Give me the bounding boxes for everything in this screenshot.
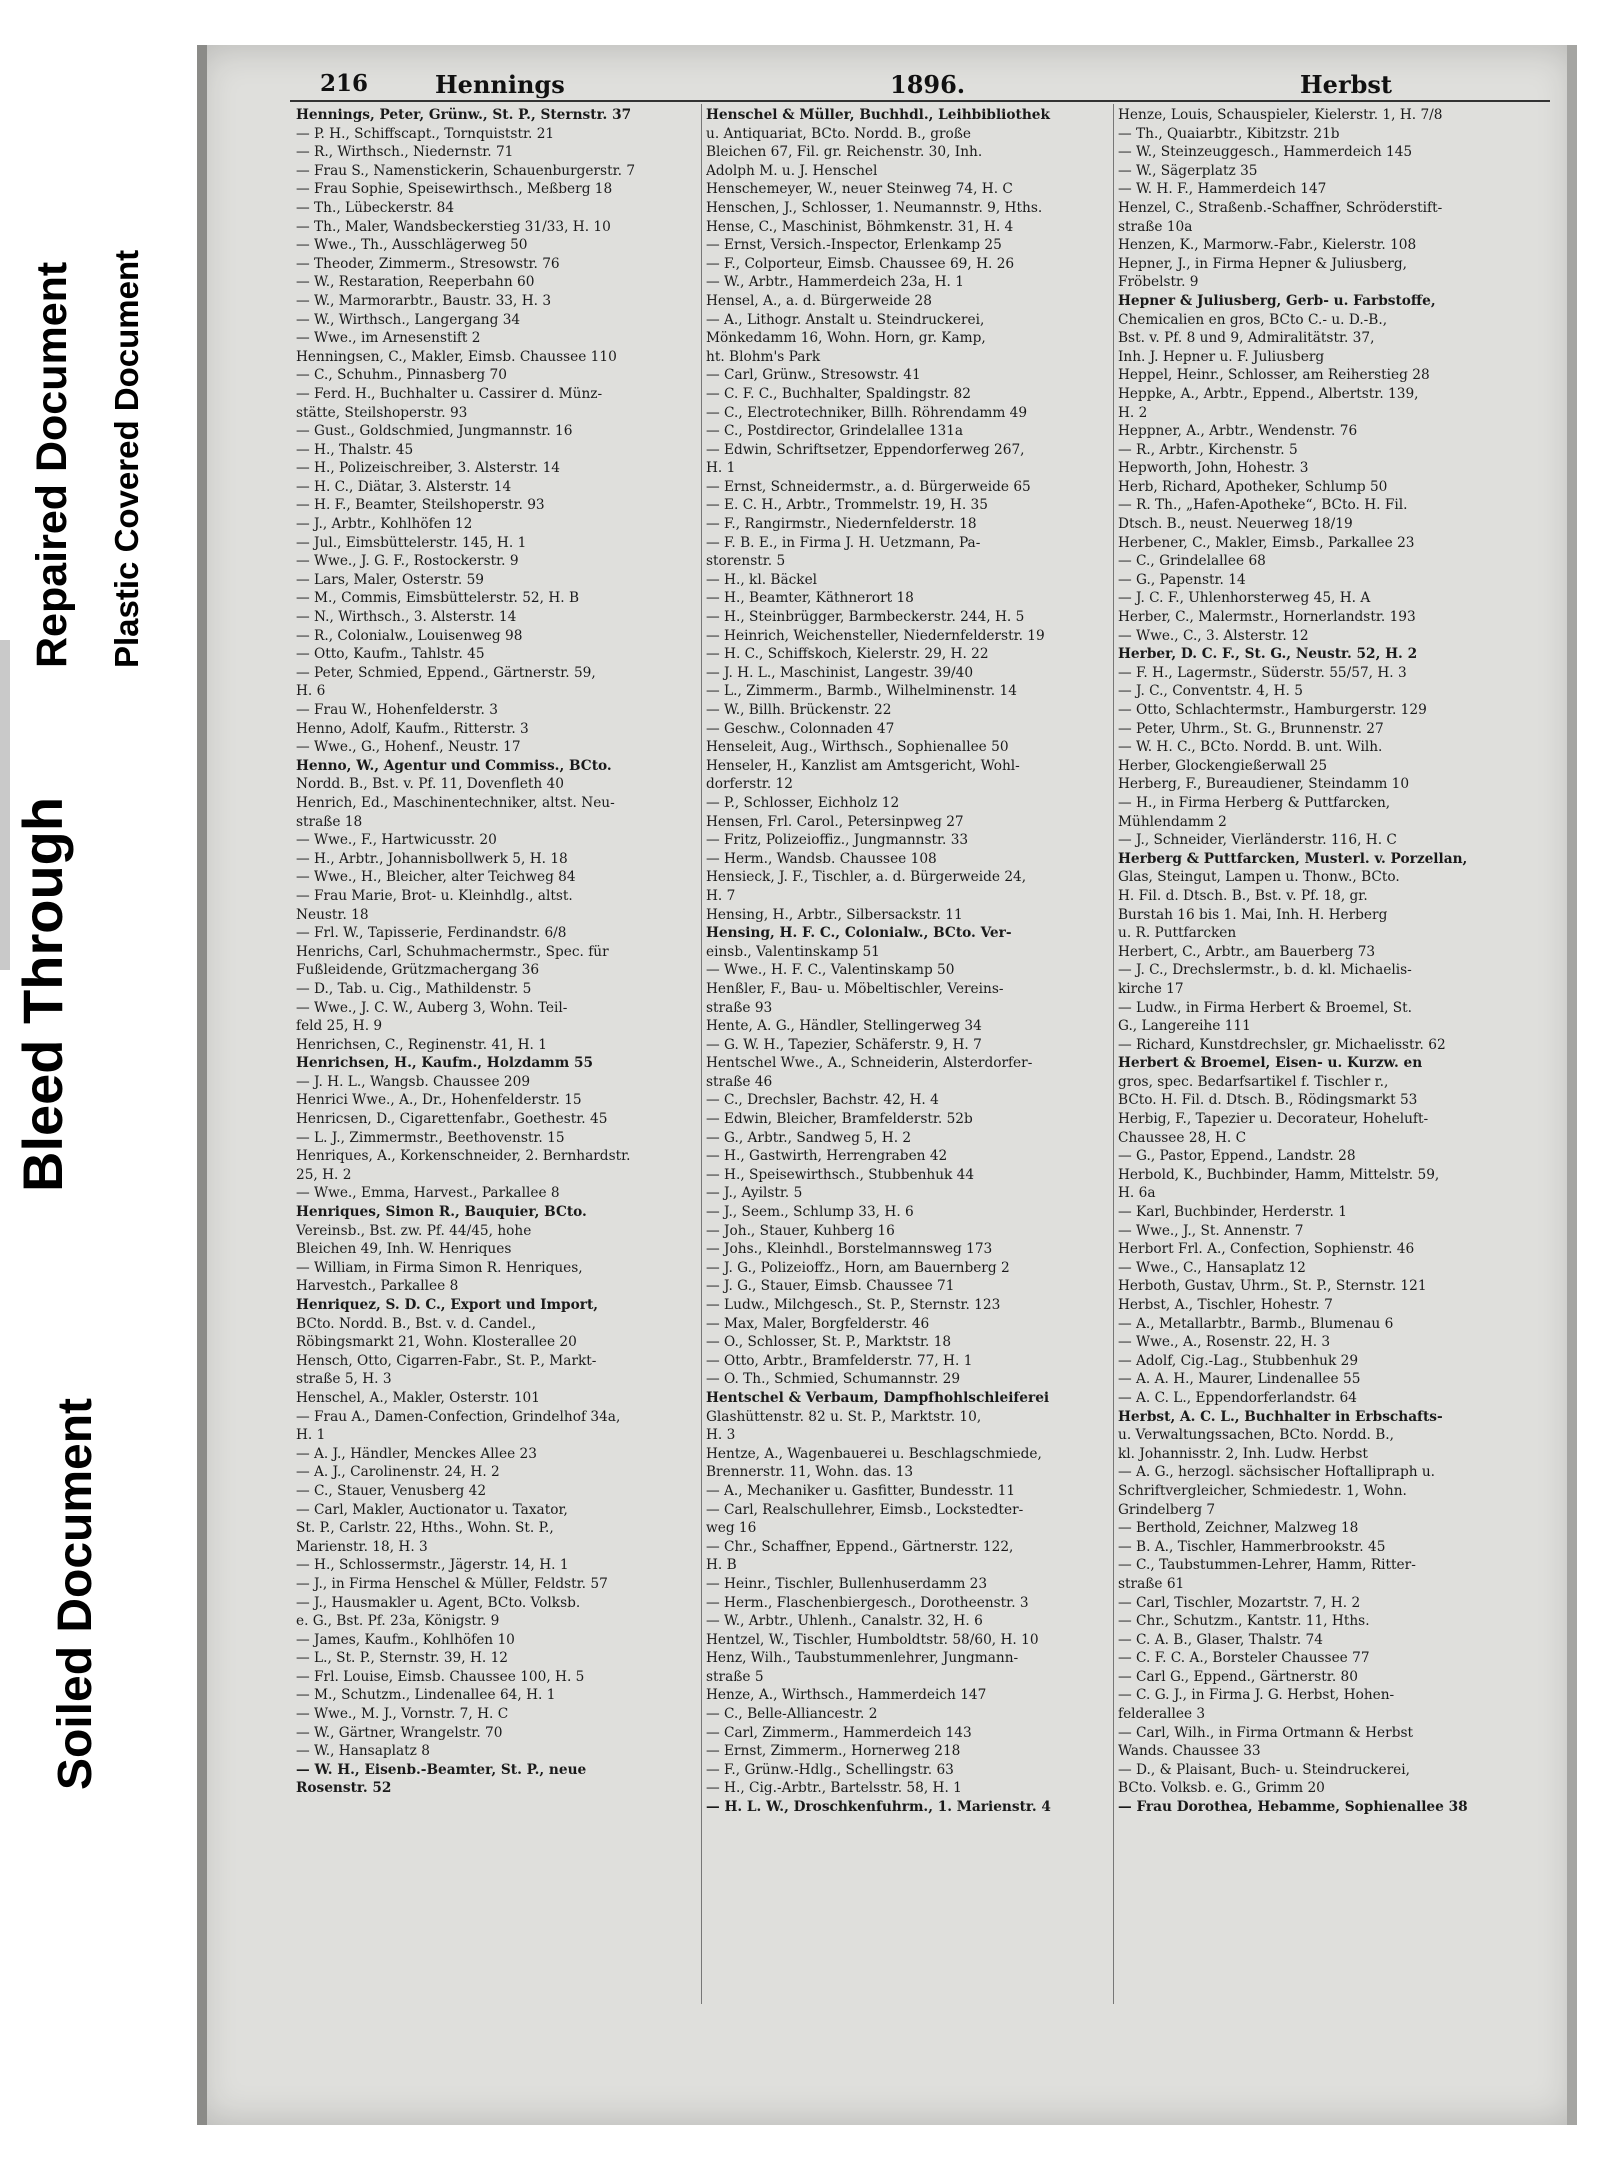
directory-entry: H. 3 (706, 1427, 736, 1444)
directory-entry: — Otto, Schlachtermstr., Hamburgerstr. 129 (1118, 702, 1427, 718)
directory-entry: straße 5 (706, 1668, 764, 1685)
header-rule (290, 100, 1550, 102)
directory-entry: — Wwe., G., Hohenf., Neustr. 17 (296, 739, 521, 756)
directory-entry: — Edwin, Bleicher, Bramfelderstr. 52b (706, 1111, 973, 1128)
directory-entry: — H., Speisewirthsch., Stubbenhuk 44 (706, 1166, 975, 1183)
directory-entry: Glas, Steingut, Lampen u. Thonw., BCto. (1118, 869, 1400, 886)
directory-entry: — Wwe., im Arnesenstift 2 (296, 330, 481, 347)
directory-entry: Henzel, C., Straßenb.-Schaffner, Schröderstift- (1118, 199, 1443, 216)
directory-entry: Rosenstr. 52 (296, 1780, 392, 1797)
directory-entry: — A., Mechaniker u. Gasfitter, Bundesstr. 11 (706, 1482, 1016, 1499)
directory-entry: straße 61 (1118, 1575, 1185, 1592)
directory-entry: — C. F. C. A., Borsteler Chaussee 77 (1118, 1650, 1370, 1667)
directory-entry: BCto. Nordd. B., Bst. v. d. Candel., (296, 1315, 537, 1332)
directory-entry: BCto. Volksb. e. G., Grimm 20 (1118, 1780, 1325, 1797)
directory-entry: — C., Grindelallee 68 (1118, 553, 1266, 570)
directory-entry: — Frau Dorothea, Hebamme, Sophienallee 38 (1118, 1799, 1468, 1816)
directory-entry: — Ernst, Zimmerm., Hornerweg 218 (706, 1743, 961, 1760)
directory-entry: Herbst, A. C. L., Buchhalter in Erbschafts- (1118, 1408, 1443, 1425)
directory-entry: Hentze, A., Wagenbauerei u. Beschlagschmiede, (706, 1445, 1042, 1462)
directory-entry: — Wwe., M. J., Vornstr. 7, H. C (296, 1706, 509, 1723)
directory-entry: Herbort Frl. A., Confection, Sophienstr. 46 (1118, 1241, 1415, 1258)
directory-entry: — J., Arbtr., Kohlhöfen 12 (296, 516, 473, 533)
directory-entry: — Otto, Kaufm., Tahlstr. 45 (296, 646, 485, 663)
directory-entry: — Theoder, Zimmerm., Stresowstr. 76 (296, 255, 560, 272)
directory-entry: — Carl, Tischler, Mozartstr. 7, H. 2 (1118, 1594, 1361, 1611)
directory-entry: — Otto, Arbtr., Bramfelderstr. 77, H. 1 (706, 1352, 973, 1369)
directory-entry: Hensel, A., a. d. Bürgerweide 28 (706, 292, 932, 309)
directory-entry: Adolph M. u. J. Henschel (706, 162, 878, 179)
directory-entry: — J., in Firma Henschel & Müller, Feldstr. 57 (296, 1575, 608, 1592)
directory-entry: Hensing, H. F. C., Colonialw., BCto. Ver- (706, 925, 1012, 942)
directory-entry: — J., Schneider, Vierländerstr. 116, H. C (1118, 832, 1397, 849)
directory-entry: Henningsen, C., Makler, Eimsb. Chaussee 110 (296, 348, 617, 365)
directory-entry: — Ludw., Milchgesch., St. P., Sternstr. 123 (706, 1297, 1001, 1313)
directory-entry: Henschen, J., Schlosser, 1. Neumannstr. 9, Hths. (706, 199, 1043, 216)
directory-entry: — H. C., Diätar, 3. Alsterstr. 14 (296, 478, 512, 495)
directory-entry: — C., Taubstummen-Lehrer, Hamm, Ritter- (1118, 1557, 1416, 1574)
directory-entry: — J. C., Conventstr. 4, H. 5 (1118, 683, 1303, 700)
label-strip-accent (0, 640, 10, 970)
directory-entry: kirche 17 (1118, 980, 1184, 997)
directory-entry: — J. H. L., Wangsb. Chaussee 209 (296, 1073, 531, 1090)
directory-entry: — F., Colporteur, Eimsb. Chaussee 69, H. 26 (706, 255, 1015, 272)
directory-entry: — R. Th., „Hafen-Apotheke“, BCto. H. Fil. (1118, 497, 1408, 514)
directory-entry: — Peter, Schmied, Eppend., Gärtnerstr. 59, (296, 664, 596, 681)
directory-entry: — D., & Plaisant, Buch- u. Steindruckerei, (1118, 1761, 1411, 1778)
directory-entry: straße 93 (706, 999, 773, 1016)
directory-entry: Henriquez, S. D. C., Export und Import, (296, 1297, 599, 1313)
directory-entry: — L. J., Zimmermstr., Beethovenstr. 15 (296, 1129, 565, 1146)
directory-entry: Grindelberg 7 (1118, 1501, 1216, 1518)
directory-entry: — C. A. B., Glaser, Thalstr. 74 (1118, 1631, 1323, 1648)
directory-entry: Heppke, A., Arbtr., Eppend., Albertstr. 139, (1118, 385, 1419, 402)
directory-entry: — Wwe., F., Hartwicusstr. 20 (296, 832, 497, 849)
directory-entry: Neustr. 18 (296, 906, 369, 923)
label-bleed-through: Bleed Through (11, 796, 74, 1192)
directory-entry: — Wwe., A., Rosenstr. 22, H. 3 (1118, 1334, 1331, 1351)
directory-entry: Herber, D. C. F., St. G., Neustr. 52, H. 2 (1118, 646, 1418, 663)
directory-entry: — J. G., Polizeioffz., Horn, am Bauernberg 2 (706, 1259, 1010, 1276)
directory-entry: — Th., Maler, Wandsbeckerstieg 31/33, H. 10 (296, 218, 611, 235)
directory-entry: — A. C. L., Eppendorferlandstr. 64 (1118, 1389, 1357, 1406)
directory-entry: — C. F. C., Buchhalter, Spaldingstr. 82 (706, 385, 971, 402)
directory-entry: BCto. H. Fil. d. Dtsch. B., Rödingsmarkt 53 (1118, 1092, 1418, 1109)
directory-entry: Henschemeyer, W., neuer Steinweg 74, H. C (706, 181, 1013, 198)
directory-entry: Herberg, F., Bureaudiener, Steindamm 10 (1118, 776, 1410, 793)
directory-entry: einsb., Valentinskamp 51 (706, 943, 880, 960)
directory-entry: Henßler, F., Bau- u. Möbeltischler, Vereins- (706, 980, 1004, 997)
directory-entry: — L., Zimmerm., Barmb., Wilhelminenstr. 14 (706, 683, 1017, 700)
directory-entry: Hente, A. G., Händler, Stellingerweg 34 (706, 1018, 982, 1035)
label-strip (0, 0, 196, 2177)
directory-entry: — A. J., Händler, Menckes Allee 23 (296, 1445, 537, 1462)
directory-entry: — D., Tab. u. Cig., Mathildenstr. 5 (296, 980, 532, 997)
directory-entry: Bleichen 67, Fil. gr. Reichenstr. 30, Inh. (706, 144, 983, 161)
directory-entry: Fröbelstr. 9 (1118, 274, 1199, 291)
directory-entry: — Karl, Buchbinder, Herderstr. 1 (1118, 1204, 1347, 1221)
directory-entry: — J., Seem., Schlump 33, H. 6 (706, 1204, 914, 1221)
directory-entry: — J. C. F., Uhlenhorsterweg 45, H. A (1118, 590, 1371, 607)
directory-entry: — Richard, Kunstdrechsler, gr. Michaelisstr. 62 (1118, 1036, 1446, 1053)
directory-entry: u. Antiquariat, BCto. Nordd. B., große (706, 125, 971, 142)
directory-entry: — W., Steinzeuggesch., Hammerdeich 145 (1118, 144, 1413, 161)
directory-entry: Henrichs, Carl, Schuhmachermstr., Spec. für (296, 943, 609, 960)
directory-entry: G., Langereihe 111 (1118, 1018, 1251, 1035)
directory-entry: — Frau W., Hohenfelderstr. 3 (296, 702, 498, 718)
directory-entry: — A., Lithogr. Anstalt u. Steindruckerei, (706, 311, 985, 328)
directory-entry: — J. C., Drechslermstr., b. d. kl. Michaelis- (1118, 962, 1412, 979)
directory-entry: straße 5, H. 3 (296, 1371, 392, 1388)
directory-entry: Henrich, Ed., Maschinentechniker, altst. Neu- (296, 794, 615, 811)
label-plastic-covered-document: Plastic Covered Document (108, 249, 145, 668)
directory-entry: — Th., Lübeckerstr. 84 (296, 199, 455, 216)
directory-entry: — Carl, Realschullehrer, Eimsb., Lockstedter- (706, 1501, 1024, 1518)
directory-entry: H. 1 (706, 460, 736, 477)
directory-entry: weg 16 (706, 1520, 757, 1537)
directory-entry: Hennings, Peter, Grünw., St. P., Sternstr. 37 (296, 107, 632, 123)
directory-entry: Henseler, H., Kanzlist am Amtsgericht, Wohl- (706, 757, 1020, 774)
directory-entry: kl. Johannisstr. 2, Inh. Ludw. Herbst (1118, 1445, 1368, 1462)
directory-entry: — P., Schlosser, Eichholz 12 (706, 794, 900, 811)
directory-entry: — Max, Maler, Borgfelderstr. 46 (706, 1315, 930, 1332)
directory-entry: — W. H., Eisenb.-Beamter, St. P., neue (296, 1761, 587, 1778)
directory-entry: Schriftvergleicher, Schmiedestr. 1, Wohn. (1118, 1482, 1407, 1499)
directory-entry: — Gust., Goldschmied, Jungmannstr. 16 (296, 423, 573, 440)
directory-entry: Marienstr. 18, H. 3 (296, 1538, 428, 1555)
directory-entry: — Ludw., in Firma Herbert & Broemel, St. (1118, 999, 1412, 1016)
directory-entry: — Heinr., Tischler, Bullenhuserdamm 23 (706, 1575, 988, 1592)
label-soiled-document: Soiled Document (49, 1397, 102, 1790)
directory-entry: — G. W. H., Tapezier, Schäferstr. 9, H. 7 (706, 1036, 982, 1053)
directory-entry: Dtsch. B., neust. Neuerweg 18/19 (1118, 516, 1353, 533)
column-separator-1 (701, 104, 702, 2004)
directory-entry: Herbig, F., Tapezier u. Decorateur, Hoheluft- (1118, 1111, 1429, 1128)
directory-entry: — F. H., Lagermstr., Süderstr. 55/57, H. 3 (1118, 664, 1407, 681)
directory-entry: — H. F., Beamter, Steilshoperstr. 93 (296, 497, 545, 514)
page-edge-left (197, 45, 207, 2125)
directory-entry: Hense, C., Maschinist, Böhmkenstr. 31, H. 4 (706, 218, 1014, 235)
directory-entry: — Wwe., J. G. F., Rostockerstr. 9 (296, 553, 519, 570)
directory-entry: — F., Grünw.-Hdlg., Schellingstr. 63 (706, 1761, 954, 1778)
directory-entry: Henricsen, D., Cigarettenfabr., Goethestr. 45 (296, 1111, 608, 1128)
directory-entry: — Frau A., Damen-Confection, Grindelhof 34a, (296, 1408, 621, 1425)
directory-entry: — O., Schlosser, St. P., Marktstr. 18 (706, 1334, 952, 1351)
directory-entry: — W., Restaration, Reeperbahn 60 (296, 274, 535, 291)
directory-entry: Herboth, Gustav, Uhrm., St. P., Sternstr. 121 (1118, 1278, 1427, 1295)
directory-entry: — C., Electrotechniker, Billh. Röhrendamm 49 (706, 404, 1028, 421)
directory-entry: Herbst, A., Tischler, Hohestr. 7 (1118, 1297, 1333, 1313)
directory-column-3 (1118, 106, 1530, 1817)
directory-entry: Henrichsen, H., Kaufm., Holzdamm 55 (296, 1055, 594, 1072)
directory-entry: Bleichen 49, Inh. W. Henriques (296, 1241, 512, 1258)
page-number: 216 (320, 70, 369, 97)
directory-entry: Herbert & Broemel, Eisen- u. Kurzw. en (1118, 1055, 1423, 1072)
directory-entry: — W., Wirthsch., Langergang 34 (296, 311, 521, 328)
directory-entry: Hentschel & Verbaum, Dampfhohlschleiferei (706, 1389, 1050, 1406)
directory-entry: Henno, Adolf, Kaufm., Ritterstr. 3 (296, 720, 529, 737)
directory-entry: Herbert, C., Arbtr., am Bauerberg 73 (1118, 943, 1376, 960)
directory-entry: — Wwe., H. F. C., Valentinskamp 50 (706, 962, 955, 979)
directory-entry: — H., Arbtr., Johannisbollwerk 5, H. 18 (296, 850, 568, 867)
directory-entry: — G., Papenstr. 14 (1118, 571, 1246, 588)
directory-entry: H. 1 (296, 1427, 326, 1444)
directory-entry: — Jul., Eimsbüttelerstr. 145, H. 1 (296, 534, 527, 551)
directory-entry: — C., Schuhm., Pinnasberg 70 (296, 367, 507, 384)
directory-entry: — Ferd. H., Buchhalter u. Cassirer d. Münz- (296, 385, 603, 402)
directory-entry: straße 10a (1118, 218, 1193, 235)
directory-entry: Chemicalien en gros, BCto C.- u. D.-B., (1118, 311, 1388, 328)
directory-entry: Brennerstr. 11, Wohn. das. 13 (706, 1464, 914, 1481)
directory-entry: — Wwe., Th., Ausschlägerweg 50 (296, 237, 528, 254)
directory-entry: — C., Postdirector, Grindelallee 131a (706, 423, 964, 440)
directory-entry: — C. G. J., in Firma J. G. Herbst, Hohen- (1118, 1687, 1395, 1704)
directory-entry: Henriques, Simon R., Bauquier, BCto. (296, 1204, 587, 1221)
directory-entry: Vereinsb., Bst. zw. Pf. 44/45, hohe (296, 1222, 532, 1239)
directory-entry: u. R. Puttfarcken (1118, 925, 1237, 942)
directory-entry: Bst. v. Pf. 8 und 9, Admiralitätstr. 37, (1118, 330, 1375, 347)
directory-entry: — A., Metallarbtr., Barmb., Blumenau 6 (1118, 1315, 1394, 1332)
directory-entry: — W., Arbtr., Uhlenh., Canalstr. 32, H. 6 (706, 1613, 983, 1630)
directory-entry: — R., Colonialw., Louisenweg 98 (296, 627, 523, 644)
directory-entry: — Wwe., J., St. Annenstr. 7 (1118, 1222, 1304, 1239)
directory-entry: — Wwe., H., Bleicher, alter Teichweg 84 (296, 869, 576, 886)
directory-entry: — Wwe., J. C. W., Auberg 3, Wohn. Teil- (296, 999, 568, 1016)
directory-entry: — W., Hansaplatz 8 (296, 1743, 430, 1760)
directory-entry: — H., Beamter, Käthnerort 18 (706, 590, 914, 607)
directory-entry: — C., Stauer, Venusberg 42 (296, 1482, 487, 1499)
directory-entry: — C., Belle-Alliancestr. 2 (706, 1706, 878, 1723)
directory-entry: Henrichsen, C., Reginenstr. 41, H. 1 (296, 1036, 547, 1053)
directory-entry: — Carl, Makler, Auctionator u. Taxator, (296, 1501, 568, 1518)
directory-entry: Herbener, C., Makler, Eimsb., Parkallee 23 (1118, 534, 1415, 551)
year-heading: 1896. (890, 70, 966, 99)
directory-entry: gros, spec. Bedarfsartikel f. Tischler r., (1118, 1073, 1389, 1090)
directory-entry: — Carl G., Eppend., Gärtnerstr. 80 (1118, 1668, 1358, 1685)
directory-entry: H. 2 (1118, 404, 1148, 421)
directory-entry: — H., Steinbrügger, Barmbeckerstr. 244, H. 5 (706, 609, 1025, 626)
directory-entry: Henno, W., Agentur und Commiss., BCto. (296, 757, 612, 774)
directory-entry: — R., Wirthsch., Niedernstr. 71 (296, 144, 514, 161)
directory-entry: — Frau Marie, Brot- u. Kleinhdlg., altst. (296, 887, 573, 904)
directory-entry: — P. H., Schiffscapt., Tornquiststr. 21 (296, 125, 555, 142)
directory-entry: — H., in Firma Herberg & Puttfarcken, (1118, 794, 1391, 811)
directory-entry: Hepner & Juliusberg, Gerb- u. Farbstoffe, (1118, 292, 1436, 309)
directory-entry: Henriques, A., Korkenschneider, 2. Bernhardstr. (296, 1148, 631, 1165)
directory-entry: Fußleidende, Grützmachergang 36 (296, 962, 540, 979)
directory-entry: Hensch, Otto, Cigarren-Fabr., St. P., Markt- (296, 1352, 597, 1369)
directory-entry: — Lars, Maler, Osterstr. 59 (296, 571, 485, 588)
directory-entry: — F. B. E., in Firma J. H. Uetzmann, Pa- (706, 534, 981, 551)
directory-entry: — W., Sägerplatz 35 (1118, 162, 1258, 179)
directory-entry: — W., Gärtner, Wrangelstr. 70 (296, 1724, 503, 1741)
directory-entry: Hentzel, W., Tischler, Humboldtstr. 58/60, H. 10 (706, 1631, 1039, 1648)
directory-entry: — H. C., Schiffskoch, Kielerstr. 29, H. 22 (706, 646, 989, 663)
directory-entry: — Ernst, Schneidermstr., a. d. Bürgerweide 65 (706, 478, 1031, 495)
directory-entry: Heppel, Heinr., Schlosser, am Reiherstieg 28 (1118, 367, 1430, 384)
directory-entry: — Th., Quaiarbtr., Kibitzstr. 21b (1118, 125, 1340, 142)
directory-entry: — H., Cig.-Arbtr., Bartelsstr. 58, H. 1 (706, 1780, 962, 1797)
directory-entry: — J. H. L., Maschinist, Langestr. 39/40 (706, 664, 974, 681)
directory-entry: — Herm., Wandsb. Chaussee 108 (706, 850, 937, 867)
directory-entry: Heppner, A., Arbtr., Wendenstr. 76 (1118, 423, 1358, 440)
directory-entry: Nordd. B., Bst. v. Pf. 11, Dovenfleth 40 (296, 776, 564, 793)
directory-entry: Henze, A., Wirthsch., Hammerdeich 147 (706, 1687, 987, 1704)
directory-entry: Glashüttenstr. 82 u. St. P., Marktstr. 10, (706, 1408, 982, 1425)
directory-entry: Hepworth, John, Hohestr. 3 (1118, 460, 1309, 477)
directory-entry: — H., Polizeischreiber, 3. Alsterstr. 14 (296, 460, 561, 477)
directory-entry: — Wwe., C., 3. Alsterstr. 12 (1118, 627, 1309, 644)
directory-entry: — H., Schlossermstr., Jägerstr. 14, H. 1 (296, 1557, 569, 1574)
directory-entry: e. G., Bst. Pf. 23a, Königstr. 9 (296, 1613, 500, 1630)
directory-entry: — Carl, Grünw., Stresowstr. 41 (706, 367, 921, 384)
directory-entry: — Frau S., Namenstickerin, Schauenburgerstr. 7 (296, 162, 636, 179)
directory-entry: — James, Kaufm., Kohlhöfen 10 (296, 1631, 515, 1648)
directory-entry: Hensieck, J. F., Tischler, a. d. Bürgerweide 24, (706, 869, 1027, 886)
directory-entry: — G., Arbtr., Sandweg 5, H. 2 (706, 1129, 912, 1146)
directory-entry: — Berthold, Zeichner, Malzweg 18 (1118, 1520, 1359, 1537)
directory-entry: — Geschw., Colonnaden 47 (706, 720, 895, 737)
directory-entry: — B. A., Tischler, Hammerbrookstr. 45 (1118, 1538, 1386, 1555)
directory-entry: — A. J., Carolinenstr. 24, H. 2 (296, 1464, 500, 1481)
directory-entry: H. 6a (1118, 1185, 1156, 1202)
directory-entry: Henseleit, Aug., Wirthsch., Sophienallee 50 (706, 739, 1009, 756)
directory-entry: H. 7 (706, 887, 736, 904)
directory-entry: — F., Rangirmstr., Niedernfelderstr. 18 (706, 516, 977, 533)
directory-entry: — Frl. W., Tapisserie, Ferdinandstr. 6/8 (296, 925, 567, 942)
directory-entry: — Herm., Flaschenbiergesch., Dorotheenstr. 3 (706, 1594, 1029, 1611)
directory-entry: — Heinrich, Weichensteller, Niedernfelderstr. 19 (706, 627, 1045, 644)
directory-entry: Hensing, H., Arbtr., Silbersackstr. 11 (706, 906, 963, 923)
directory-entry: — W. H. C., BCto. Nordd. B. unt. Wilh. (1118, 739, 1383, 756)
directory-entry: — O. Th., Schmied, Schumannstr. 29 (706, 1371, 961, 1388)
directory-entry: — W., Marmorarbtr., Baustr. 33, H. 3 (296, 292, 552, 309)
directory-entry: — H., Gastwirth, Herrengraben 42 (706, 1148, 948, 1165)
directory-entry: Mühlendamm 2 (1118, 813, 1227, 830)
directory-entry: — W., Billh. Brückenstr. 22 (706, 702, 892, 718)
page-header (320, 70, 1520, 110)
directory-entry: Inh. J. Hepner u. F. Juliusberg (1118, 348, 1325, 365)
column-separator-2 (1113, 104, 1114, 2004)
directory-entry: — L., St. P., Sternstr. 39, H. 12 (296, 1650, 509, 1667)
directory-entry: — Ernst, Versich.-Inspector, Erlenkamp 25 (706, 237, 1002, 254)
directory-entry: Henze, Louis, Schauspieler, Kielerstr. 1, H. 7/8 (1118, 107, 1443, 123)
directory-entry: — Edwin, Schriftsetzer, Eppendorferweg 267, (706, 441, 1025, 458)
directory-entry: Röbingsmarkt 21, Wohn. Klosterallee 20 (296, 1334, 577, 1351)
directory-entry: Henrici Wwe., A., Dr., Hohenfelderstr. 15 (296, 1092, 582, 1109)
directory-entry: — Fritz, Polizeioffiz., Jungmannstr. 33 (706, 832, 969, 849)
directory-entry: dorferstr. 12 (706, 776, 793, 793)
directory-entry: — Johs., Kleinhdl., Borstelmannsweg 173 (706, 1241, 993, 1258)
directory-entry: — C., Drechsler, Bachstr. 42, H. 4 (706, 1092, 939, 1109)
directory-entry: — Joh., Stauer, Kuhberg 16 (706, 1222, 895, 1239)
directory-entry: Henschel, A., Makler, Osterstr. 101 (296, 1389, 540, 1406)
directory-entry: — Frau Sophie, Speisewirthsch., Meßberg 18 (296, 181, 613, 198)
directory-entry: — Peter, Uhrm., St. G., Brunnenstr. 27 (1118, 720, 1384, 737)
directory-entry: H. 6 (296, 683, 326, 700)
directory-entry: straße 18 (296, 813, 363, 830)
directory-entry: Henschel & Müller, Buchhdl., Leihbibliothek (706, 107, 1050, 123)
directory-entry: Burstah 16 bis 1. Mai, Inh. H. Herberg (1118, 906, 1388, 923)
directory-entry: feld 25, H. 9 (296, 1018, 383, 1035)
directory-entry: — J., Ayilstr. 5 (706, 1185, 803, 1202)
directory-entry: stätte, Steilshoperstr. 93 (296, 404, 468, 421)
directory-entry: u. Verwaltungssachen, BCto. Nordd. B., (1118, 1427, 1394, 1444)
directory-entry: Hepner, J., in Firma Hepner & Juliusberg, (1118, 255, 1407, 272)
directory-entry: straße 46 (706, 1073, 773, 1090)
directory-entry: storenstr. 5 (706, 553, 786, 570)
directory-entry: Wands. Chaussee 33 (1118, 1743, 1261, 1760)
directory-entry: Mönkedamm 16, Wohn. Horn, gr. Kamp, (706, 330, 986, 347)
directory-entry: — Chr., Schutzm., Kantstr. 11, Hths. (1118, 1613, 1370, 1630)
directory-entry: — Wwe., Emma, Harvest., Parkallee 8 (296, 1185, 560, 1202)
directory-entry: Harvestch., Parkallee 8 (296, 1278, 459, 1295)
directory-entry: — N., Wirthsch., 3. Alsterstr. 14 (296, 609, 517, 626)
directory-entry: Herber, Glockengießerwall 25 (1118, 757, 1328, 774)
directory-entry: — Frl. Louise, Eimsb. Chaussee 100, H. 5 (296, 1668, 585, 1685)
directory-entry: ht. Blohm's Park (706, 348, 821, 365)
directory-entry: — J., Hausmakler u. Agent, BCto. Volksb. (296, 1594, 581, 1611)
directory-entry: — J. G., Stauer, Eimsb. Chaussee 71 (706, 1278, 955, 1295)
directory-entry: 25, H. 2 (296, 1166, 352, 1183)
directory-entry: — M., Schutzm., Lindenallee 64, H. 1 (296, 1687, 556, 1704)
directory-entry: Hentschel Wwe., A., Schneiderin, Alsterdorfer- (706, 1055, 1033, 1072)
directory-entry: — E. C. H., Arbtr., Trommelstr. 19, H. 35 (706, 497, 988, 514)
directory-entry: — H., Thalstr. 45 (296, 441, 414, 458)
directory-entry: — M., Commis, Eimsbüttelerstr. 52, H. B (296, 590, 580, 607)
directory-entry: — A. G., herzogl. sächsischer Hoftallipraph u. (1118, 1464, 1436, 1481)
right-running-head: Herbst (1300, 70, 1392, 99)
page-edge-right (1567, 45, 1577, 2125)
directory-entry: — W., Arbtr., Hammerdeich 23a, H. 1 (706, 274, 964, 291)
directory-entry: Herberg & Puttfarcken, Musterl. v. Porzellan, (1118, 850, 1468, 867)
directory-entry: Herbold, K., Buchbinder, Hamm, Mittelstr. 59, (1118, 1166, 1440, 1183)
directory-entry: — Chr., Schaffner, Eppend., Gärtnerstr. 122, (706, 1538, 1014, 1555)
directory-entry: felderallee 3 (1118, 1706, 1206, 1723)
directory-entry: — W. H. F., Hammerdeich 147 (1118, 181, 1327, 198)
left-running-head: Hennings (435, 70, 565, 99)
directory-entry: — Wwe., C., Hansaplatz 12 (1118, 1259, 1306, 1276)
directory-column-1 (296, 106, 696, 1798)
directory-entry: — H., kl. Bäckel (706, 571, 818, 588)
directory-entry: H. B (706, 1557, 737, 1574)
directory-entry: St. P., Carlstr. 22, Hths., Wohn. St. P., (296, 1520, 554, 1537)
directory-entry: Chaussee 28, H. C (1118, 1129, 1247, 1146)
directory-entry: Hensen, Frl. Carol., Petersinpweg 27 (706, 813, 964, 830)
directory-entry: Herb, Richard, Apotheker, Schlump 50 (1118, 478, 1388, 495)
directory-entry: — Carl, Zimmerm., Hammerdeich 143 (706, 1724, 972, 1741)
label-repaired-document: Repaired Document (28, 261, 76, 668)
directory-column-2 (706, 106, 1106, 1817)
directory-entry: — William, in Firma Simon R. Henriques, (296, 1259, 583, 1276)
directory-entry: Herber, C., Malermstr., Hornerlandstr. 193 (1118, 609, 1416, 626)
directory-entry: — G., Pastor, Eppend., Landstr. 28 (1118, 1148, 1356, 1165)
directory-entry: — H. L. W., Droschkenfuhrm., 1. Marienstr. 4 (706, 1799, 1051, 1816)
directory-entry: H. Fil. d. Dtsch. B., Bst. v. Pf. 18, gr. (1118, 887, 1368, 904)
directory-entry: — Carl, Wilh., in Firma Ortmann & Herbst (1118, 1724, 1413, 1741)
directory-entry: Henzen, K., Marmorw.-Fabr., Kielerstr. 108 (1118, 237, 1417, 254)
directory-entry: — A. A. H., Maurer, Lindenallee 55 (1118, 1371, 1361, 1388)
directory-entry: Henz, Wilh., Taubstummenlehrer, Jungmann- (706, 1650, 1019, 1667)
directory-entry: — R., Arbtr., Kirchenstr. 5 (1118, 441, 1298, 458)
directory-entry: — Adolf, Cig.-Lag., Stubbenhuk 29 (1118, 1352, 1359, 1369)
